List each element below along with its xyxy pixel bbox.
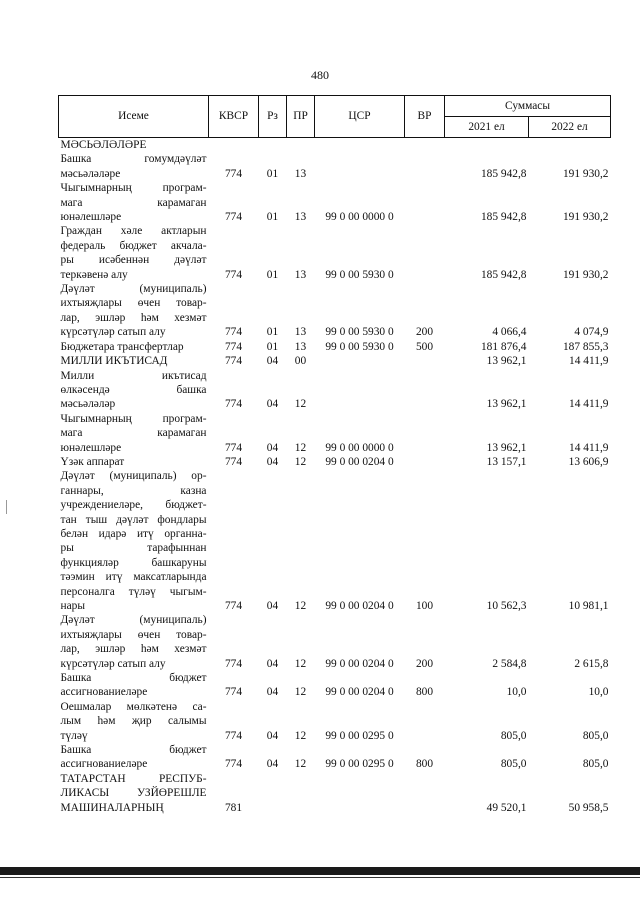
cell-vr bbox=[405, 152, 445, 181]
cell-s2022: 13 606,9 bbox=[568, 455, 609, 468]
row-name-line: МАШИНАЛАРНЫҢ bbox=[60, 801, 164, 814]
cell-kvsr: 774 bbox=[224, 441, 243, 454]
cell-rz: 04 bbox=[266, 455, 279, 468]
margin-mark bbox=[6, 500, 7, 514]
cell-pr: 12 bbox=[294, 441, 307, 454]
header-name: Исеме bbox=[59, 96, 209, 138]
row-name-line: Оешмалар мөлкәтенә са- bbox=[60, 700, 207, 713]
row-name-line: күрсәтүләр сатып алу bbox=[60, 326, 166, 339]
row-name-line: юнәлешләре bbox=[60, 441, 122, 454]
cell-vr: 800 bbox=[415, 686, 434, 699]
row-name-line: ассигнованиеләре bbox=[60, 758, 148, 771]
cell-pr: 12 bbox=[294, 758, 307, 771]
row-name bbox=[59, 340, 209, 354]
cell-csr: 99 0 00 5930 0 bbox=[325, 340, 394, 353]
cell-rz: 01 bbox=[266, 268, 279, 281]
cell-s2022: 10 981,1 bbox=[568, 600, 609, 612]
cell-vr bbox=[405, 455, 445, 469]
row-name-line: мәсьәләләре bbox=[60, 167, 121, 180]
row-name-line: ихтыяҗлары өчен товар- bbox=[60, 628, 207, 641]
row-name-line: Дәүләт (муниципаль) ор- bbox=[60, 470, 207, 483]
row-name-line: өлкәсендә башка bbox=[60, 383, 207, 396]
cell-csr: 99 0 00 5930 0 bbox=[325, 326, 394, 339]
row-name-line: функцияләр башкаруны bbox=[60, 556, 207, 569]
cell-s2021: 185 942,8 bbox=[480, 167, 527, 180]
cell-s2022: 50 958,5 bbox=[568, 801, 609, 814]
row-name-line: мәсьәләләр bbox=[60, 398, 116, 411]
row-name bbox=[59, 772, 209, 815]
cell-csr: 99 0 00 0000 0 bbox=[325, 211, 394, 224]
row-name bbox=[59, 469, 209, 613]
table-row bbox=[59, 224, 611, 282]
cell-vr bbox=[405, 772, 445, 815]
row-name-line: Үзәк аппарат bbox=[60, 455, 125, 468]
cell-rz: 04 bbox=[266, 441, 279, 454]
table-row bbox=[59, 469, 611, 613]
cell-s2022: 14 411,9 bbox=[569, 441, 609, 454]
cell-vr bbox=[405, 138, 445, 153]
cell-pr: 13 bbox=[294, 340, 307, 353]
cell-s2021: 13 962,1 bbox=[486, 398, 527, 411]
table-row bbox=[59, 340, 611, 354]
cell-pr: 12 bbox=[294, 657, 307, 670]
cell-pr bbox=[287, 138, 315, 153]
row-name bbox=[59, 354, 209, 368]
row-name-line: белән идарә итү органна- bbox=[60, 527, 207, 540]
row-name-line: тәэмин итү максатларында bbox=[60, 571, 207, 584]
cell-s2022: 4 074,9 bbox=[574, 326, 609, 339]
row-name-line: МӘСЬӘЛӘЛӘРЕ bbox=[60, 139, 147, 151]
cell-s2021: 13 962,1 bbox=[486, 441, 527, 454]
cell-s2022: 805,0 bbox=[582, 729, 609, 742]
cell-s2022: 805,0 bbox=[582, 758, 609, 771]
row-name-line: Чыгымнарның програм- bbox=[60, 182, 207, 195]
cell-vr bbox=[405, 369, 445, 412]
row-name bbox=[59, 152, 209, 181]
row-name-line: Дәүләт (муниципаль) bbox=[60, 283, 207, 296]
cell-s2022: 191 930,2 bbox=[562, 268, 609, 281]
cell-csr: 99 0 00 0204 0 bbox=[325, 600, 394, 612]
cell-s2021 bbox=[445, 138, 529, 153]
table-row bbox=[59, 772, 611, 815]
page-number: 480 bbox=[311, 68, 329, 82]
cell-pr: 12 bbox=[294, 398, 307, 411]
row-name bbox=[59, 700, 209, 743]
row-name-line: ихтыяҗлары өчен товар- bbox=[60, 297, 207, 310]
table-row bbox=[59, 354, 611, 368]
cell-s2022: 14 411,9 bbox=[569, 398, 609, 411]
cell-s2021: 805,0 bbox=[500, 729, 527, 742]
cell-csr: 99 0 00 0000 0 bbox=[325, 441, 394, 454]
cell-kvsr: 774 bbox=[224, 326, 243, 339]
cell-kvsr: 774 bbox=[224, 268, 243, 281]
cell-kvsr: 774 bbox=[224, 340, 243, 353]
cell-csr: 99 0 00 0204 0 bbox=[325, 657, 394, 670]
table-row bbox=[59, 700, 611, 743]
row-name-line: лым һәм җир салымы bbox=[60, 715, 207, 728]
row-name bbox=[59, 224, 209, 282]
cell-s2021: 2 584,8 bbox=[492, 657, 527, 670]
cell-s2022: 187 855,3 bbox=[562, 340, 609, 353]
cell-rz: 04 bbox=[266, 758, 279, 771]
table-row bbox=[59, 181, 611, 224]
cell-rz: 04 bbox=[266, 600, 279, 612]
cell-s2022 bbox=[529, 138, 611, 153]
table-row bbox=[59, 743, 611, 772]
row-name-line: юнәлешләре bbox=[60, 211, 122, 224]
bottom-border bbox=[0, 867, 640, 875]
cell-vr: 800 bbox=[415, 758, 434, 771]
cell-s2021: 10 562,3 bbox=[486, 600, 527, 612]
header-rz: Рз bbox=[259, 96, 287, 138]
cell-kvsr bbox=[209, 138, 259, 153]
bottom-border-thin bbox=[0, 877, 640, 878]
cell-s2022: 2 615,8 bbox=[574, 657, 609, 670]
row-name bbox=[59, 743, 209, 772]
row-name-line: Дәүләт (муниципаль) bbox=[60, 614, 207, 627]
row-name bbox=[59, 369, 209, 412]
row-name-line: ассигнованиеләре bbox=[60, 686, 148, 699]
cell-csr bbox=[315, 138, 405, 153]
cell-rz: 04 bbox=[266, 398, 279, 411]
cell-s2021: 185 942,8 bbox=[480, 268, 527, 281]
row-name-line: Башка бюджет bbox=[60, 744, 207, 757]
cell-vr bbox=[405, 412, 445, 455]
cell-rz: 01 bbox=[266, 326, 279, 339]
cell-pr: 12 bbox=[294, 686, 307, 699]
cell-kvsr: 774 bbox=[224, 758, 243, 771]
cell-s2021: 13 962,1 bbox=[486, 355, 527, 368]
table-row bbox=[59, 613, 611, 671]
cell-kvsr: 774 bbox=[224, 657, 243, 670]
cell-csr: 99 0 00 0204 0 bbox=[325, 686, 394, 699]
header-vr: ВР bbox=[405, 96, 445, 138]
header-kvsr: КВСР bbox=[209, 96, 259, 138]
cell-pr: 13 bbox=[294, 167, 307, 180]
row-name-line: Милли икътисад bbox=[60, 369, 207, 382]
cell-vr: 200 bbox=[415, 657, 434, 670]
table-row bbox=[59, 152, 611, 181]
cell-csr: 99 0 00 0295 0 bbox=[325, 729, 394, 742]
cell-rz bbox=[259, 138, 287, 153]
row-name-line: нары bbox=[60, 600, 85, 612]
cell-s2021: 13 157,1 bbox=[486, 455, 527, 468]
row-name bbox=[59, 138, 209, 153]
cell-rz bbox=[259, 772, 287, 815]
cell-rz: 04 bbox=[266, 355, 279, 368]
cell-vr bbox=[405, 354, 445, 368]
row-name-line: Башка бюджет bbox=[60, 672, 207, 685]
cell-s2022: 10,0 bbox=[588, 686, 609, 699]
cell-s2021: 4 066,4 bbox=[492, 326, 527, 339]
header-sums: Суммасы bbox=[445, 96, 611, 117]
cell-pr: 12 bbox=[294, 600, 307, 612]
cell-vr bbox=[405, 700, 445, 743]
cell-vr bbox=[405, 181, 445, 224]
cell-kvsr: 774 bbox=[224, 686, 243, 699]
cell-rz: 04 bbox=[266, 729, 279, 742]
table-row bbox=[59, 369, 611, 412]
cell-kvsr: 774 bbox=[224, 167, 243, 180]
header-pr: ПР bbox=[287, 96, 315, 138]
budget-table bbox=[58, 95, 611, 815]
cell-s2022: 191 930,2 bbox=[562, 211, 609, 224]
table-row bbox=[59, 282, 611, 340]
cell-csr bbox=[315, 152, 405, 181]
row-name-line: түләү bbox=[60, 729, 88, 742]
row-name-line: Бюджетара трансфертлар bbox=[60, 340, 184, 353]
cell-s2021: 185 942,8 bbox=[480, 211, 527, 224]
cell-csr bbox=[315, 772, 405, 815]
row-name-line: Башка гомумдәүләт bbox=[60, 153, 207, 166]
row-name-line: МИЛЛИ ИКЪТИСАД bbox=[60, 355, 168, 368]
row-name bbox=[59, 181, 209, 224]
cell-kvsr: 774 bbox=[224, 355, 243, 368]
cell-rz: 01 bbox=[266, 211, 279, 224]
cell-vr: 100 bbox=[415, 600, 434, 612]
row-name-line: учреждениеләре, бюджет- bbox=[60, 499, 207, 512]
cell-csr: 99 0 00 0204 0 bbox=[325, 455, 394, 468]
cell-rz: 01 bbox=[266, 340, 279, 353]
row-name-line: лар, эшләр һәм хезмәт bbox=[60, 311, 207, 324]
row-name-line: Чыгымнарның програм- bbox=[60, 412, 207, 425]
row-name-line: ТАТАРСТАН РЕСПУБ- bbox=[60, 772, 207, 785]
row-name-line: ры исәбеннән дәүләт bbox=[60, 254, 207, 267]
row-name bbox=[59, 412, 209, 455]
cell-s2021: 805,0 bbox=[500, 758, 527, 771]
row-name-line: теркәвенә алу bbox=[60, 268, 128, 281]
cell-kvsr: 774 bbox=[224, 600, 243, 612]
header-csr: ЦСР bbox=[315, 96, 405, 138]
header-2021: 2021 ел bbox=[445, 117, 529, 138]
row-name-line: Граждан хәле актларын bbox=[60, 225, 207, 238]
cell-csr bbox=[315, 369, 405, 412]
cell-kvsr: 774 bbox=[224, 398, 243, 411]
table-row bbox=[59, 671, 611, 700]
cell-csr: 99 0 00 5930 0 bbox=[325, 268, 394, 281]
row-name-line: мага карамаган bbox=[60, 196, 207, 209]
row-name-line: ганнары, казна bbox=[60, 484, 207, 497]
cell-rz: 04 bbox=[266, 657, 279, 670]
cell-kvsr: 774 bbox=[224, 729, 243, 742]
cell-pr: 12 bbox=[294, 455, 307, 468]
header-2022: 2022 ел bbox=[529, 117, 611, 138]
cell-s2021: 181 876,4 bbox=[480, 340, 527, 353]
table-row bbox=[59, 455, 611, 469]
cell-kvsr: 774 bbox=[224, 455, 243, 468]
cell-csr bbox=[315, 354, 405, 368]
row-name-line: ры тарафыннан bbox=[60, 542, 207, 555]
cell-kvsr: 781 bbox=[224, 801, 243, 814]
table-row bbox=[59, 138, 611, 153]
cell-pr bbox=[287, 772, 315, 815]
row-name bbox=[59, 613, 209, 671]
cell-s2021: 49 520,1 bbox=[486, 801, 527, 814]
cell-vr: 200 bbox=[415, 326, 434, 339]
row-name-line: лар, эшләр һәм хезмәт bbox=[60, 643, 207, 656]
row-name bbox=[59, 455, 209, 469]
table-row bbox=[59, 412, 611, 455]
cell-vr: 500 bbox=[415, 340, 434, 353]
row-name-line: мага карамаган bbox=[60, 427, 207, 440]
row-name-line: персоналга түләү чыгым- bbox=[60, 585, 207, 598]
cell-s2022: 14 411,9 bbox=[569, 355, 609, 368]
cell-pr: 12 bbox=[294, 729, 307, 742]
cell-kvsr: 774 bbox=[224, 211, 243, 224]
row-name-line: тан тыш дәүләт фондлары bbox=[60, 513, 207, 526]
row-name-line: федераль бюджет акчала- bbox=[60, 239, 207, 252]
row-name bbox=[59, 282, 209, 340]
row-name bbox=[59, 671, 209, 700]
table-body bbox=[59, 138, 611, 816]
cell-pr: 13 bbox=[294, 326, 307, 339]
cell-s2022: 191 930,2 bbox=[562, 167, 609, 180]
cell-rz: 04 bbox=[266, 686, 279, 699]
row-name-line: күрсәтүләр сатып алу bbox=[60, 657, 166, 670]
cell-pr: 13 bbox=[294, 268, 307, 281]
cell-csr: 99 0 00 0295 0 bbox=[325, 758, 394, 771]
cell-vr bbox=[405, 224, 445, 282]
cell-rz: 01 bbox=[266, 167, 279, 180]
cell-pr: 13 bbox=[294, 211, 307, 224]
cell-s2021: 10,0 bbox=[506, 686, 527, 699]
row-name-line: ЛИКАСЫ УЗЙӨРЕШЛЕ bbox=[60, 787, 207, 800]
cell-pr: 00 bbox=[294, 355, 307, 368]
